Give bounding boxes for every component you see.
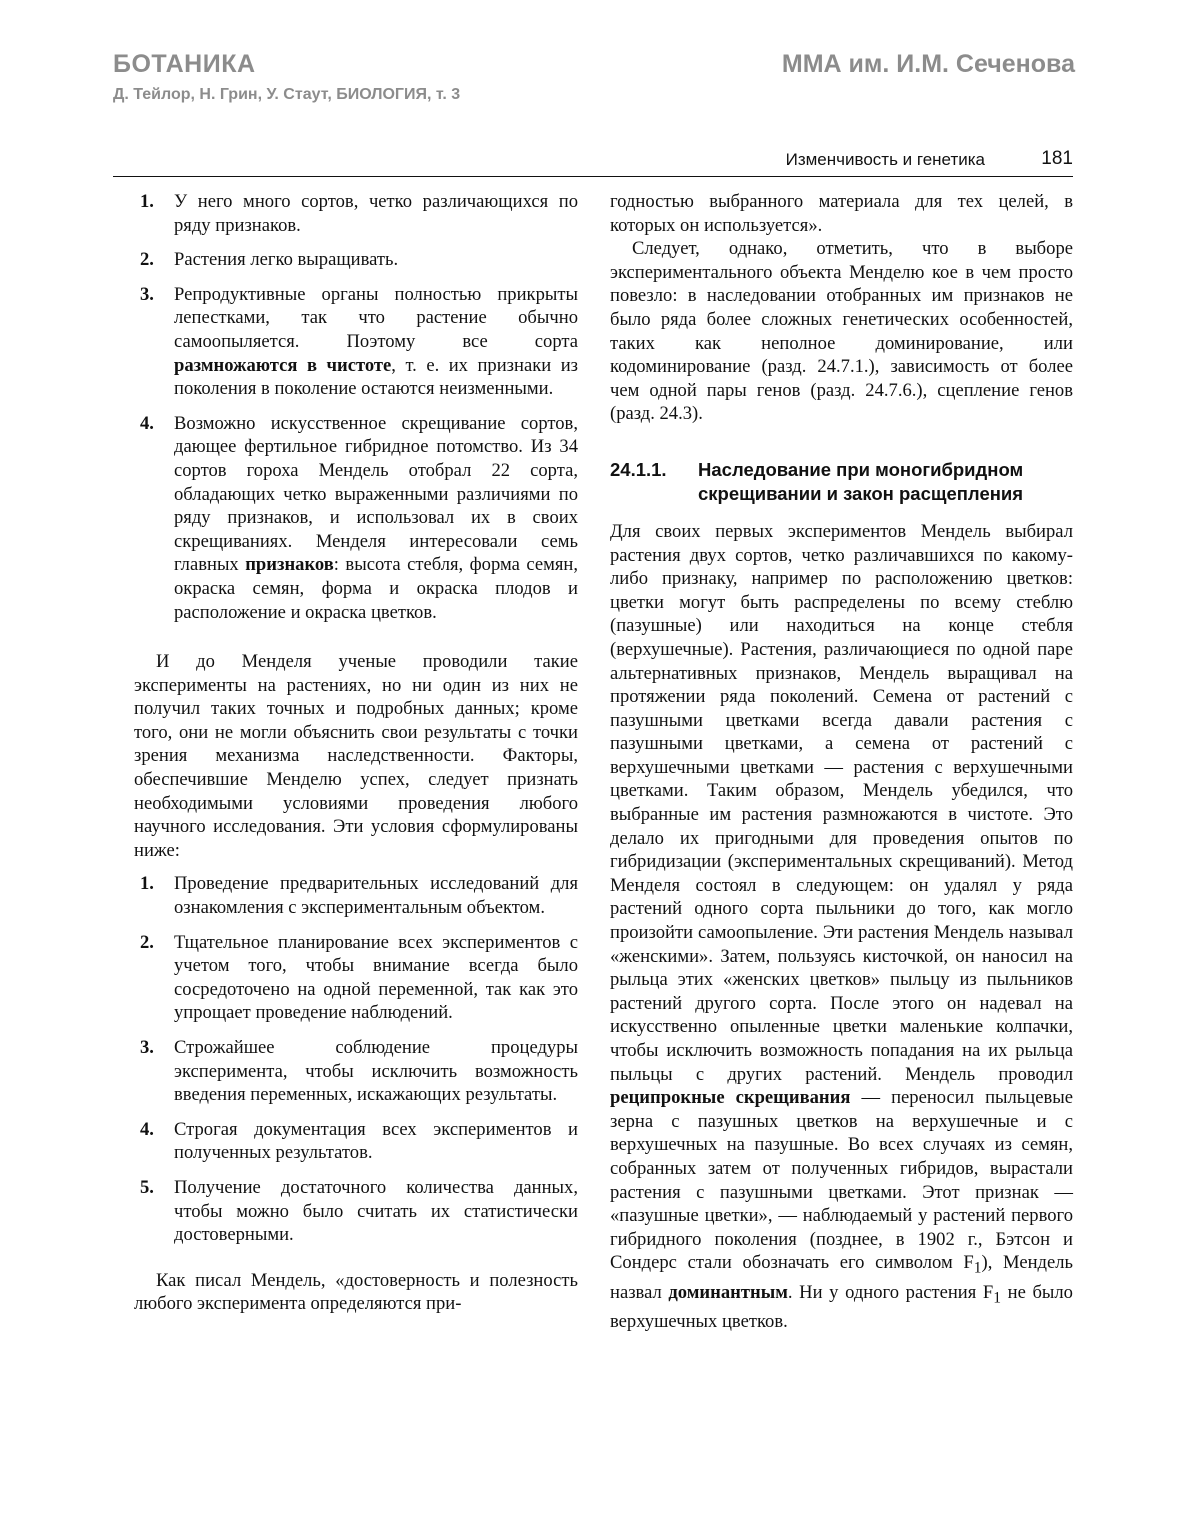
section-title: Наследование при моногибридном скрещивании и закон расщепления — [698, 458, 1024, 504]
body-paragraph: Следует, однако, отметить, что в выборе экспериментального объекта Менделю кое в чем просто повезло: в наследовании отобранных им признаков не было ряда более сложных генетических особенностей, таких как неполное доминирование, или кодоминирование (разд. 24.7.1.), зависимость от более чем одной пары генов (разд. 24.7.6.), сцепление генов (разд. 24.3). — [610, 238, 1073, 425]
list-item — [134, 1036, 578, 1107]
list-text: : высота стебля, форма семян, окраска семян, форма и окраска плодов и расположение и окраска цветков. — [174, 554, 578, 623]
list-text: Тщательное планирование всех экспериментов с учетом того, чтобы внимание всегда было сосредоточено на одной переменной, так как это упрощает проведение наблюдений. — [174, 931, 578, 1024]
paragraph-text: ), Мендель назвал — [610, 1252, 1073, 1303]
term-bold: доминантным — [668, 1281, 788, 1303]
list-item — [134, 412, 578, 624]
paragraph-text: . Ни у одного растения F — [787, 1281, 994, 1303]
list-item — [134, 248, 578, 272]
list-item — [134, 1118, 578, 1165]
list-number: 1. — [140, 191, 154, 212]
body-paragraph: Как писал Мендель, «достоверность и полезность любого эксперимента определяются при- — [134, 1269, 578, 1315]
list-text: Возможно искусственное скрещивание сортов, дающее фертильное гибридное потомство. Из 34 сортов гороха Мендель отобрал 22 сорта, обладающих четко выраженными различиями по ряду признаков, и использовал их в своих скрещиваниях. Менделя интересовали семь главных — [174, 412, 578, 576]
term-bold: признаков — [245, 554, 334, 576]
subscript: 1 — [973, 1260, 982, 1278]
list-number: 2. — [140, 931, 154, 953]
list-number: 3. — [140, 1037, 154, 1058]
list-text: У него много сортов, четко различающихся по ряду признаков. — [174, 191, 578, 236]
header-subject: БОТАНИКА — [113, 50, 256, 78]
body-paragraph: И до Менделя ученые проводили такие эксперименты на растениях, но ни один из них не получил таких точных и подробных данных; кроме того, они не могли объяснить свои результаты с точки зрения механизма наследственности. Факторы, обеспечившие Менделю успех, следует признать необходимыми условиями проведения любого научного исследования. Эти условия сформулированы ниже: — [134, 651, 578, 861]
page-number: 181 — [1041, 148, 1073, 169]
list-number: 3. — [140, 283, 154, 305]
body-paragraph — [610, 520, 1073, 1334]
list-text: Получение достаточного количества данных, чтобы можно было считать их статистически достоверными. — [174, 1176, 578, 1246]
term-bold: размножаются в чистоте — [174, 354, 392, 376]
list-number: 2. — [140, 249, 154, 271]
left-column — [134, 190, 578, 1316]
header-institution: ММА им. И.М. Сеченова — [781, 50, 1075, 78]
paragraph-text: — переносил пыльцевые зерна с пазушных цветков на верхушечные и с верхушечных на пазушные. Во всех случаях из семян, собранных затем от полученных гибридов, вырастали растения с пазушными цветками. Этот признак — «пазушные цветки», — наблюдаемый у растений первого гибридного поколения (позднее, в 1902 г., Бэтсон и Сондерс стали обозначать его символом F — [610, 1087, 1073, 1274]
term-bold: реципрокные скрещивания — [610, 1087, 851, 1109]
list-text: Строжайшее соблюдение процедуры эксперимента, чтобы исключить возможность введения переменных, искажающих результаты. — [174, 1037, 578, 1106]
list-text: Строгая документация всех экспериментов и полученных результатов. — [174, 1118, 578, 1164]
paragraph-text: Для своих первых экспериментов Мендель выбирал растения двух сортов, четко различавшихся по какому-либо признаку, например по расположению цветков: цветки могут быть распределены по всему стеблю (пазушные) или находиться на конце стебля (верхушечные). Растения, различающиеся по одной паре альтернативных признаков, Мендель выращивал на протяжении ряда поколений. Семена от растений с пазушными цветками всегда давали растения с пазушными цветками, а семена от растений с верхушечными цветками — растения с верхушечными цветками. Таким образом, Мендель убедился, что выбранные им растения размножаются в чистоте. Это делало их пригодными для проведения опытов по гибридизации (экспериментальных скрещиваний). Метод Менделя состоял в следующем: он удалял у ряда растений одного сорта пыльники до того, как могло произойти самоопыление. Эти растения Мендель называл «женскими». Затем, пользуясь кисточкой, он наносил на рыльца этих «женских цветков» пыльцу из пыльников растений другого сорта. После этого он надевал на искусственно опыленные цветки маленькие колпачки, чтобы исключить возможность попадания на их рыльца пыльцы с других растений. Мендель проводил — [610, 520, 1073, 1085]
header-source: Д. Тейлор, Н. Грин, У. Стаут, БИОЛОГИЯ, т. 3 — [113, 86, 461, 103]
list-item — [134, 872, 578, 919]
list-text: Репродуктивные органы полностью прикрыты лепестками, так что растение обычно самоопыляется. Поэтому все сорта — [174, 283, 578, 352]
running-head — [113, 150, 1073, 177]
right-column — [610, 190, 1073, 1334]
subscript: 1 — [993, 1289, 1001, 1307]
section-number: 24.1.1. — [610, 458, 667, 480]
list-item — [134, 283, 578, 401]
list-text: Проведение предварительных исследований для ознакомления с экспериментальным объектом. — [174, 873, 578, 919]
list-text: Растения легко выращивать. — [174, 249, 399, 271]
list-number: 4. — [140, 1118, 154, 1140]
running-head-title: Изменчивость и генетика — [785, 150, 985, 169]
list-item — [134, 190, 578, 237]
list-text: , т. е. их признаки из поколения в поколение остаются неизменными. — [174, 354, 578, 400]
list-number: 4. — [140, 412, 154, 434]
section-heading — [610, 458, 1073, 506]
body-paragraph: годностью выбранного материала для тех целей, в которых он используется». — [610, 191, 1073, 236]
paragraph-text: не было верхушечных цветков. — [610, 1281, 1073, 1332]
list-number: 5. — [140, 1176, 154, 1198]
list-number: 1. — [140, 873, 154, 895]
list-item — [134, 931, 578, 1025]
list-item — [134, 1176, 578, 1247]
